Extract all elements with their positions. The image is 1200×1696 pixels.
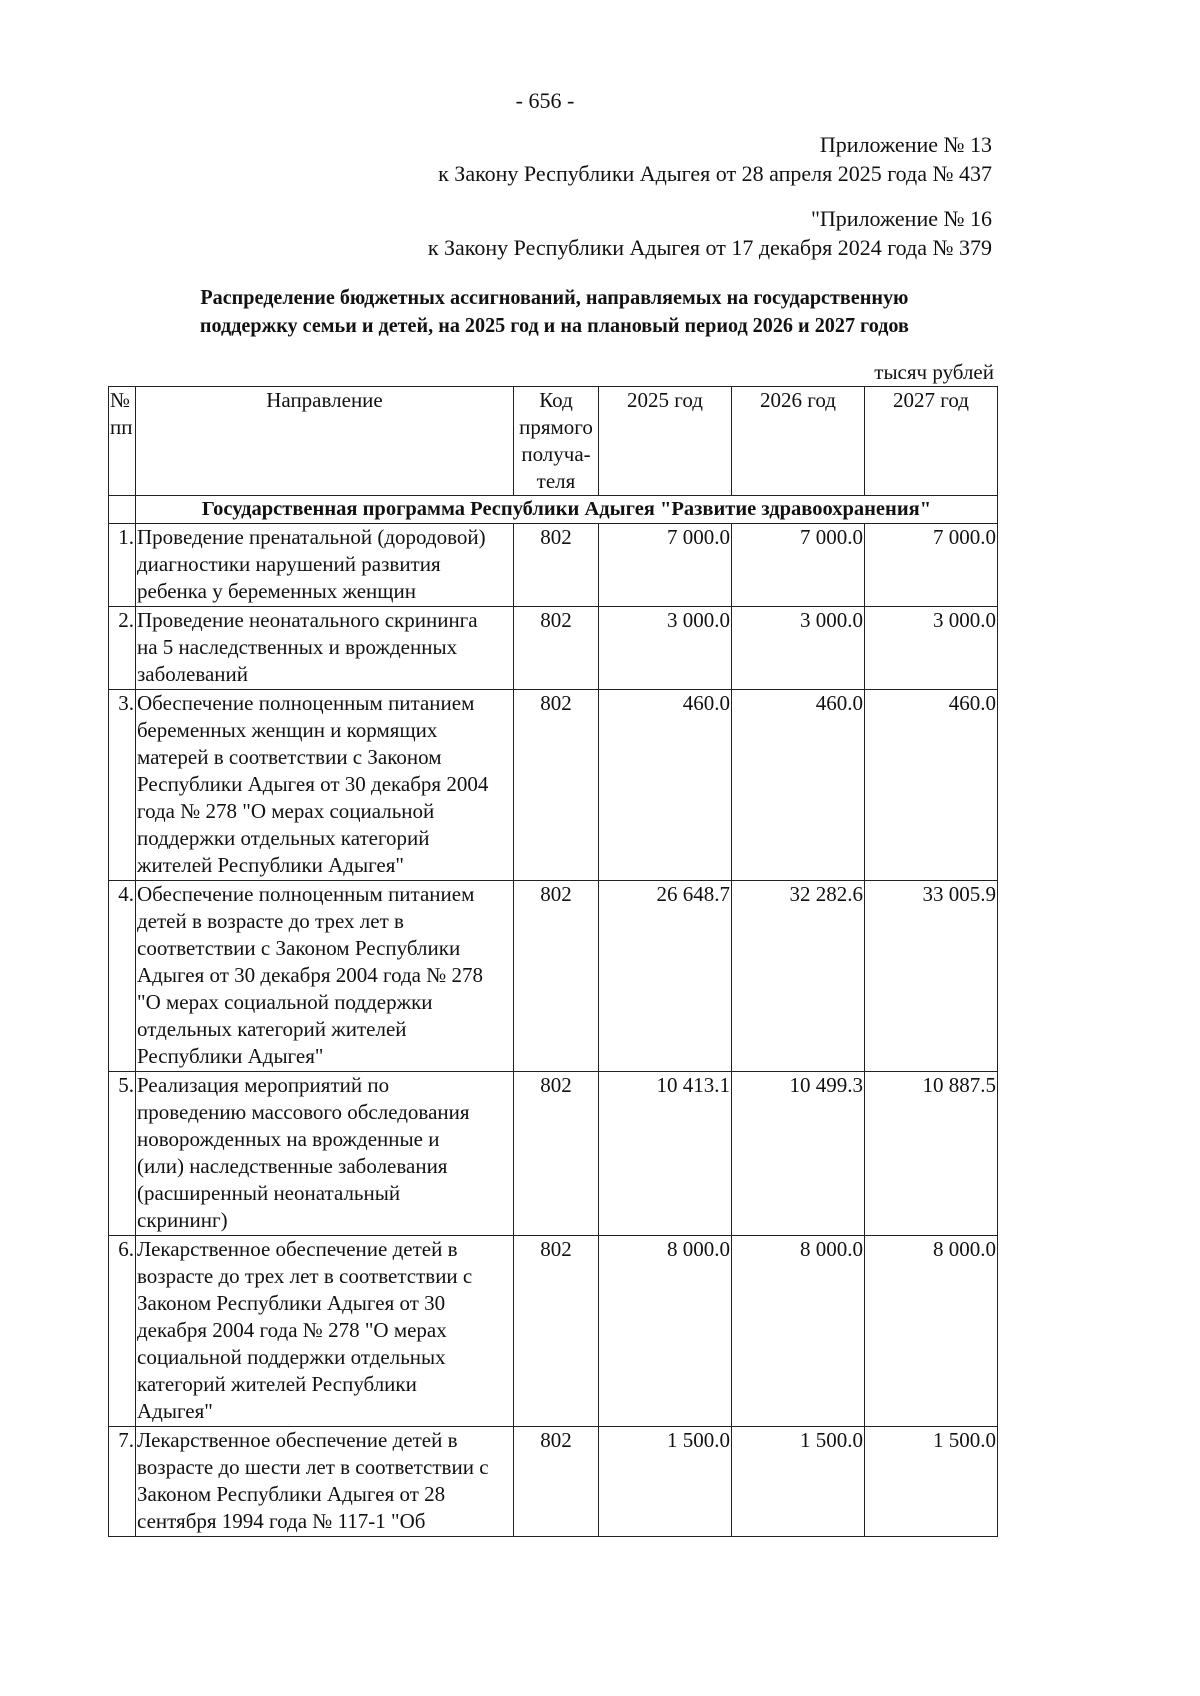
row-number: 5. (109, 1072, 136, 1236)
header-2027: 2027 год (865, 387, 998, 496)
row-value-2025: 26 648.7 (599, 881, 732, 1072)
row-direction-line: новорожденных на врожденные и (137, 1127, 440, 1151)
row-direction-line: Лекарственное обеспечение детей в (137, 1428, 458, 1452)
row-direction-line: ребенка у беременных женщин (137, 579, 416, 603)
row-number: 4. (109, 881, 136, 1072)
page-number: - 656 - (515, 88, 575, 113)
table-row (109, 1427, 998, 1537)
row-value-2027: 460.0 (865, 690, 998, 881)
row-direction-line: проведению массового обследования (137, 1100, 470, 1124)
row-direction-line: Проведение пренатальной (дородовой) (137, 525, 486, 549)
row-direction-line: "О мерах социальной поддержки (137, 990, 433, 1014)
table-row (109, 1072, 998, 1236)
row-recipient-code: 802 (514, 690, 599, 881)
row-direction-line: поддержки отдельных категорий (137, 826, 430, 850)
row-value-2026: 7 000.0 (732, 524, 865, 607)
appendix-current-reference (438, 130, 992, 188)
appendix-current-line1: Приложение № 13 (819, 132, 992, 157)
row-number: 6. (109, 1236, 136, 1427)
header-code-line4: теля (536, 469, 576, 493)
table-row (109, 881, 998, 1072)
table-row (109, 1236, 998, 1427)
header-code-line2: прямого (519, 415, 593, 439)
row-direction-line: (или) наследственные заболевания (137, 1154, 448, 1178)
row-direction-line: декабря 2004 года № 278 "О мерах (137, 1318, 447, 1342)
row-value-2027: 10 887.5 (865, 1072, 998, 1236)
row-direction-line: Адыгея" (137, 1399, 213, 1423)
row-direction-line: детей в возрасте до трех лет в (137, 909, 404, 933)
row-direction-line: Проведение неонатального скрининга (137, 608, 478, 632)
row-direction (136, 607, 514, 690)
row-value-2025: 10 413.1 (599, 1072, 732, 1236)
header-direction: Направление (136, 387, 514, 496)
row-direction-line: возрасте до трех лет в соответствии с (137, 1264, 473, 1288)
row-value-2026: 10 499.3 (732, 1072, 865, 1236)
document-title-line1: Распределение бюджетных ассигнований, направляемых на государственную (200, 285, 909, 309)
row-direction (136, 881, 514, 1072)
allocation-table (108, 386, 998, 1537)
row-recipient-code: 802 (514, 1427, 599, 1537)
row-number: 1. (109, 524, 136, 607)
row-direction-line: Законом Республики Адыгея от 28 (137, 1482, 446, 1506)
row-direction (136, 524, 514, 607)
program-empty-cell (109, 496, 136, 524)
appendix-current-line2: к Закону Республики Адыгея от 28 апреля 2025 года № 437 (438, 161, 992, 186)
row-value-2027: 1 500.0 (865, 1427, 998, 1537)
row-direction (136, 690, 514, 881)
row-direction (136, 1072, 514, 1236)
header-number-line1: № (110, 388, 131, 412)
row-direction-line: заболеваний (137, 662, 248, 686)
row-recipient-code: 802 (514, 607, 599, 690)
row-value-2026: 8 000.0 (732, 1236, 865, 1427)
row-direction-line: соответствии с Законом Республики (137, 936, 461, 960)
row-direction-line: возрасте до шести лет в соответствии с (137, 1455, 489, 1479)
row-value-2025: 7 000.0 (599, 524, 732, 607)
row-direction-line: Реализация мероприятий по (137, 1073, 390, 1097)
row-direction-line: года № 278 "О мерах социальной (137, 799, 435, 823)
row-direction-line: Адыгея от 30 декабря 2004 года № 278 (137, 963, 484, 987)
row-direction-line: жителей Республики Адыгея" (137, 853, 404, 877)
row-value-2027: 33 005.9 (865, 881, 998, 1072)
program-title: Государственная программа Республики Адыгея "Развитие здравоохранения" (136, 496, 998, 524)
row-recipient-code: 802 (514, 524, 599, 607)
appendix-amended-line1: "Приложение № 16 (810, 206, 992, 231)
appendix-amended-reference (428, 204, 992, 262)
row-direction-line: Обеспечение полноценным питанием (137, 882, 475, 906)
row-value-2027: 7 000.0 (865, 524, 998, 607)
header-2025: 2025 год (599, 387, 732, 496)
row-value-2025: 3 000.0 (599, 607, 732, 690)
header-recipient-code (514, 387, 599, 496)
header-code-line1: Код (539, 388, 573, 412)
row-value-2027: 8 000.0 (865, 1236, 998, 1427)
unit-label: тысяч рублей (874, 360, 994, 384)
row-recipient-code: 802 (514, 1236, 599, 1427)
row-direction-line: скрининг) (137, 1208, 228, 1232)
program-row (109, 496, 998, 524)
row-value-2025: 8 000.0 (599, 1236, 732, 1427)
table-body (109, 524, 998, 1537)
table-header-row (109, 387, 998, 496)
row-direction-line: на 5 наследственных и врожденных (137, 635, 458, 659)
row-direction-line: отдельных категорий жителей (137, 1017, 407, 1041)
row-value-2026: 460.0 (732, 690, 865, 881)
header-number-line2: пп (110, 415, 133, 439)
row-number: 3. (109, 690, 136, 881)
row-value-2026: 3 000.0 (732, 607, 865, 690)
row-direction-line: сентября 1994 года № 117-1 "Об (137, 1509, 426, 1533)
row-value-2026: 32 282.6 (732, 881, 865, 1072)
row-direction-line: Обеспечение полноценным питанием (137, 691, 475, 715)
row-direction-line: (расширенный неонатальный (137, 1181, 401, 1205)
row-direction-line: Лекарственное обеспечение детей в (137, 1237, 458, 1261)
document-title-line2: поддержку семьи и детей, на 2025 год и на плановый период 2026 и 2027 годов (199, 313, 909, 337)
row-direction-line: беременных женщин и кормящих (137, 718, 438, 742)
row-direction-line: диагностики нарушений развития (137, 552, 441, 576)
row-value-2026: 1 500.0 (732, 1427, 865, 1537)
row-number: 7. (109, 1427, 136, 1537)
table-row (109, 607, 998, 690)
header-code-line3: получа- (521, 442, 591, 466)
row-direction-line: Республики Адыгея" (137, 1044, 324, 1068)
row-recipient-code: 802 (514, 1072, 599, 1236)
row-value-2027: 3 000.0 (865, 607, 998, 690)
row-direction-line: Законом Республики Адыгея от 30 (137, 1291, 446, 1315)
row-direction-line: Республики Адыгея от 30 декабря 2004 (137, 772, 489, 796)
row-direction (136, 1427, 514, 1537)
table-row (109, 690, 998, 881)
row-direction-line: матерей в соответствии с Законом (137, 745, 442, 769)
document-title (108, 283, 1001, 339)
row-direction-line: социальной поддержки отдельных (137, 1345, 446, 1369)
table-row (109, 524, 998, 607)
row-recipient-code: 802 (514, 881, 599, 1072)
row-number: 2. (109, 607, 136, 690)
header-number (109, 387, 136, 496)
row-direction (136, 1236, 514, 1427)
header-2026: 2026 год (732, 387, 865, 496)
appendix-amended-line2: к Закону Республики Адыгея от 17 декабря 2024 года № 379 (427, 235, 992, 260)
row-value-2025: 1 500.0 (599, 1427, 732, 1537)
row-direction-line: категорий жителей Республики (137, 1372, 417, 1396)
row-value-2025: 460.0 (599, 690, 732, 881)
